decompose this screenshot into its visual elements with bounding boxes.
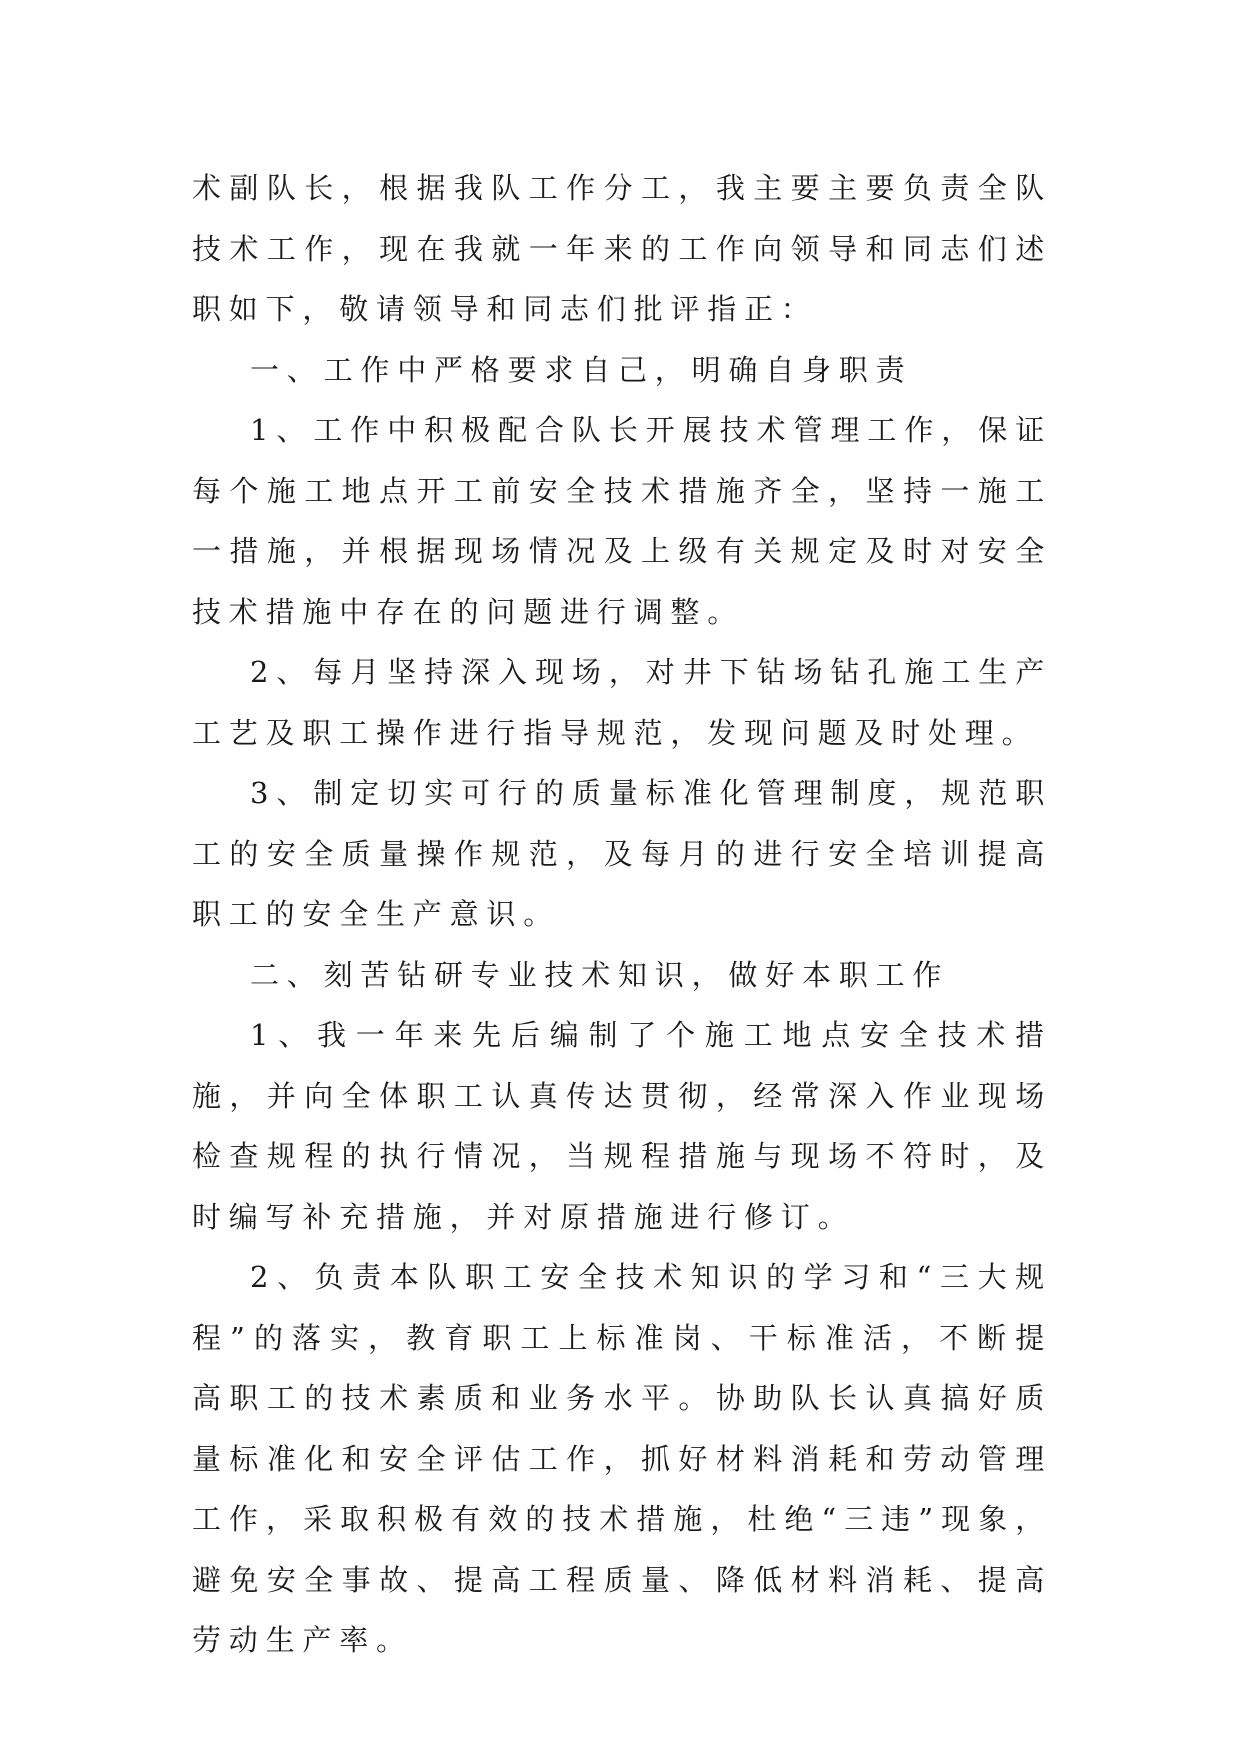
paragraph-continuation: 术副队长，根据我队工作分工，我主要主要负责全队技术工作，现在我就一年来的工作向领导和同志们述职如下，敬请领导和同志们批评指正： xyxy=(192,171,1052,326)
section-heading-1: 一、工作中严格要求自己，明确自身职责 xyxy=(250,352,913,387)
section-heading-2: 二、刻苦钻研专业技术知识，做好本职工作 xyxy=(250,957,950,992)
paragraph-2-1: 1、我一年来先后编制了个施工地点安全技术措施，并向全体职工认真传达贯彻，经常深入作业现场检查规程的执行情况，当规程措施与现场不符时，及时编写补充措施，并对原措施进行修订。 xyxy=(192,1018,1052,1234)
paragraph-1-1: 1、工作中积极配合队长开展技术管理工作，保证每个施工地点开工前安全技术措施齐全，坚持一施工一措施，并根据现场情况及上级有关规定及时对安全技术措施中存在的问题进行调整。 xyxy=(192,413,1052,629)
paragraph-1-3: 3、制定切实可行的质量标准化管理制度，规范职工的安全质量操作规范，及每月的进行安全培训提高职工的安全生产意识。 xyxy=(192,776,1052,931)
paragraph-2-2: 2、负责本队职工安全技术知识的学习和“三大规程”的落实，教育职工上标准岗、干标准活，不断提高职工的技术素质和业务水平。协助队长认真搞好质量标准化和安全评估工作，抓好材料消耗和劳动管理工作，采取积极有效的技术措施，杜绝“三违”现象，避免安全事故、提高工程质量、降低材料消耗、提高劳动生产率。 xyxy=(192,1260,1052,1657)
document-body xyxy=(192,158,1052,1671)
paragraph-1-2: 2、每月坚持深入现场，对井下钻场钻孔施工生产工艺及职工操作进行指导规范，发现问题及时处理。 xyxy=(192,655,1052,750)
